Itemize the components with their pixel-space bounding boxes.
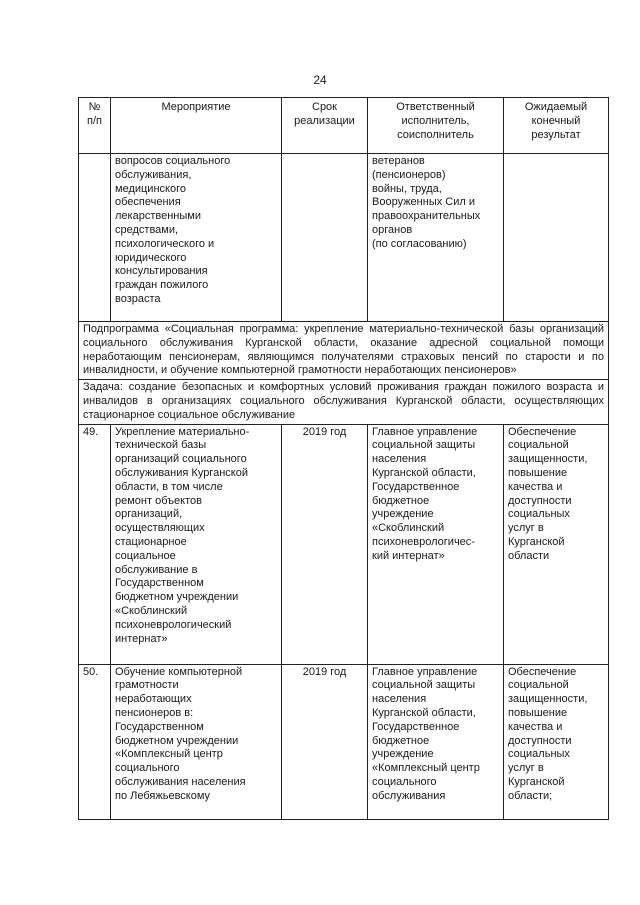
subprogram-text: Подпрограмма «Социальная программа: укрепление материально-технической базы организаций социального обслуживания Курганской области, оказание адресной социальной помощи неработающим пенсионерам, являющимся получателями страховых пенсий по старости и по инвалидности, и обучение компьютерной грамотности неработающих пенсионеров» (79, 322, 609, 380)
task-text: Задача: создание безопасных и комфортных условий проживания граждан пожилого возраста и инвалидов в организациях социального обслуживания Курганской области, осуществляющих стационарное социальное обслуживание (79, 380, 609, 424)
header-event: Мероприятие (111, 98, 282, 154)
task-row (79, 380, 609, 424)
measures-table (78, 97, 609, 820)
row-num: 50. (79, 664, 111, 819)
row-responsible: Главное управление социальной защиты населения Курганской области, Государственное бюджетное учреждение «Скоблинский психоневрологичес- кий интернат» (368, 424, 504, 664)
continuation-term (282, 154, 368, 322)
table-row (79, 664, 609, 819)
header-responsible: Ответственный исполнитель, соисполнитель (368, 98, 504, 154)
row-term: 2019 год (282, 424, 368, 664)
header-result: Ожидаемый конечный результат (504, 98, 609, 154)
continuation-event: вопросов социального обслуживания, медицинского обеспечения лекарственными средствами, психологического и юридического консультирования граждан пожилого возраста (111, 154, 282, 322)
page-number: 24 (313, 73, 327, 87)
row-result: Обеспечение социальной защищенности, повышение качества и доступности социальных услуг в Курганской области (504, 424, 609, 664)
continuation-responsible: ветеранов (пенсионеров) войны, труда, Вооруженных Сил и правоохранительных органов (по согласованию) (368, 154, 504, 322)
row-result: Обеспечение социальной защищенности, повышение качества и доступности социальных услуг в Курганской области; (504, 664, 609, 819)
row-num: 49. (79, 424, 111, 664)
row-term: 2019 год (282, 664, 368, 819)
header-term: Срок реализации (282, 98, 368, 154)
continuation-row (79, 154, 609, 322)
subprogram-row (79, 322, 609, 380)
header-num: № п/п (79, 98, 111, 154)
continuation-num (79, 154, 111, 322)
row-responsible: Главное управление социальной защиты населения Курганской области, Государственное бюджетное учреждение «Комплексный центр социального обслуживания (368, 664, 504, 819)
continuation-result (504, 154, 609, 322)
table-row (79, 424, 609, 664)
row-event: Обучение компьютерной грамотности неработающих пенсионеров в: Государственном бюджетном учреждении «Комплексный центр социального обслуживания населения по Лебяжьевскому (111, 664, 282, 819)
header-row (79, 98, 609, 154)
row-event: Укрепление материально- технической базы организаций социального обслуживания Курганской области, в том числе ремонт объектов организаций, осуществляющих стационарное социальное обслуживание в Государственном бюджетном учреждении «Скоблинский психоневрологический интернат» (111, 424, 282, 664)
